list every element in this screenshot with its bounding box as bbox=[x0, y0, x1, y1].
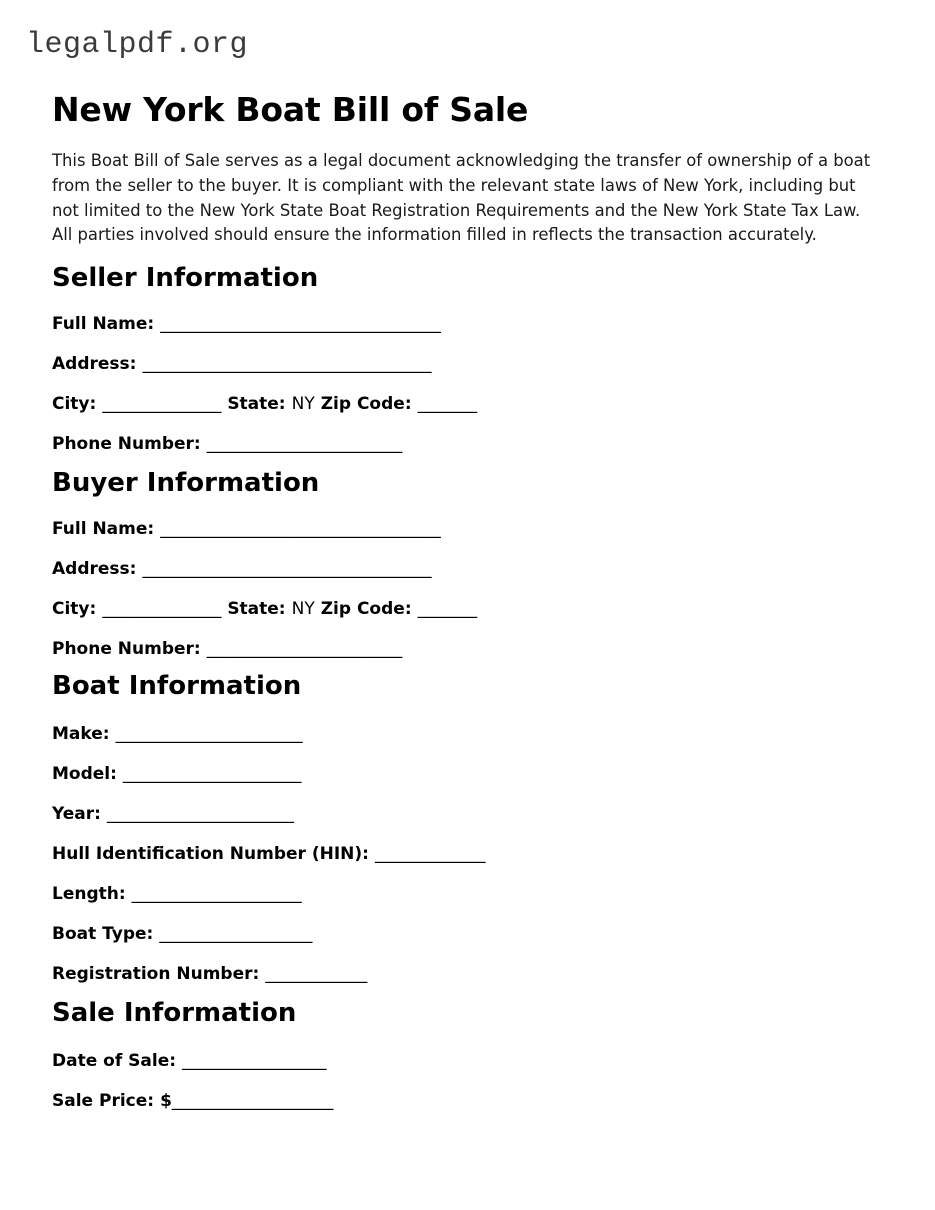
buyer-city-input[interactable]: ______________ bbox=[102, 599, 222, 619]
buyer-address-row bbox=[52, 559, 912, 580]
boat-model-input[interactable]: _____________________ bbox=[122, 764, 302, 784]
boat-hin-row bbox=[52, 844, 912, 865]
sale-date-label: Date of Sale: bbox=[52, 1051, 177, 1071]
buyer-address-input[interactable]: __________________________________ bbox=[142, 559, 432, 579]
boat-make-row bbox=[52, 724, 912, 745]
boat-length-input[interactable]: ____________________ bbox=[131, 884, 302, 904]
buyer-phone-input[interactable]: _______________________ bbox=[206, 639, 403, 659]
boat-type-row bbox=[52, 924, 912, 945]
boat-make-label: Make: bbox=[52, 724, 110, 744]
boat-hin-label: Hull Identification Number (HIN): bbox=[52, 844, 369, 864]
boat-model-row bbox=[52, 764, 912, 785]
seller-address-row bbox=[52, 354, 912, 375]
boat-registration-label: Registration Number: bbox=[52, 964, 260, 984]
boat-year-row bbox=[52, 804, 912, 825]
section-heading-sale: Sale Information bbox=[52, 998, 297, 1028]
seller-phone-input[interactable]: _______________________ bbox=[206, 434, 403, 454]
boat-length-label: Length: bbox=[52, 884, 126, 904]
buyer-state-value: NY bbox=[291, 599, 315, 619]
section-sale bbox=[52, 997, 912, 1112]
buyer-full-name-label: Full Name: bbox=[52, 519, 155, 539]
sale-price-input[interactable]: ___________________ bbox=[171, 1091, 334, 1111]
sale-price-currency-symbol: $ bbox=[160, 1091, 172, 1111]
sale-date-input[interactable]: _________________ bbox=[182, 1051, 327, 1071]
section-heading-boat: Boat Information bbox=[52, 671, 302, 701]
boat-model-label: Model: bbox=[52, 764, 117, 784]
seller-full-name-row bbox=[52, 314, 912, 335]
seller-state-label: State: bbox=[227, 394, 286, 414]
boat-year-input[interactable]: ______________________ bbox=[106, 804, 294, 824]
sale-price-label: Sale Price: bbox=[52, 1091, 155, 1111]
seller-city-input[interactable]: ______________ bbox=[102, 394, 222, 414]
seller-full-name-label: Full Name: bbox=[52, 314, 155, 334]
buyer-full-name-input[interactable]: _________________________________ bbox=[160, 519, 441, 539]
buyer-city-state-zip-row bbox=[52, 599, 912, 620]
intro-paragraph: This Boat Bill of Sale serves as a legal document acknowledging the transfer of ownership of a boat from the seller to the buyer. It is compliant with the relevant state laws of New York, including but not limited to the New York State Boat Registration Requirements and the New York State Tax Law. All parties involved should ensure the information filled in reflects the transaction accurately. bbox=[52, 151, 871, 245]
buyer-phone-row bbox=[52, 639, 912, 660]
seller-state-value: NY bbox=[291, 394, 315, 414]
buyer-full-name-row bbox=[52, 519, 912, 540]
page-title: New York Boat Bill of Sale bbox=[52, 90, 529, 130]
buyer-state-label: State: bbox=[227, 599, 286, 619]
section-boat bbox=[52, 670, 912, 985]
form-content bbox=[52, 262, 912, 1112]
seller-address-label: Address: bbox=[52, 354, 137, 374]
boat-length-row bbox=[52, 884, 912, 905]
seller-phone-label: Phone Number: bbox=[52, 434, 201, 454]
section-heading-buyer: Buyer Information bbox=[52, 468, 320, 498]
buyer-city-label: City: bbox=[52, 599, 97, 619]
section-seller bbox=[52, 262, 912, 455]
buyer-zip-input[interactable]: _______ bbox=[417, 599, 478, 619]
site-logo-text: legalpdf.org bbox=[26, 28, 249, 62]
boat-hin-input[interactable]: _____________ bbox=[374, 844, 486, 864]
seller-zip-label: Zip Code: bbox=[320, 394, 412, 414]
seller-city-state-zip-row bbox=[52, 394, 912, 415]
boat-registration-row bbox=[52, 964, 912, 985]
boat-type-label: Boat Type: bbox=[52, 924, 154, 944]
sale-price-row bbox=[52, 1091, 912, 1112]
section-heading-seller: Seller Information bbox=[52, 263, 319, 293]
seller-full-name-input[interactable]: _________________________________ bbox=[160, 314, 441, 334]
seller-phone-row bbox=[52, 434, 912, 455]
boat-year-label: Year: bbox=[52, 804, 101, 824]
boat-make-input[interactable]: ______________________ bbox=[115, 724, 303, 744]
seller-zip-input[interactable]: _______ bbox=[417, 394, 478, 414]
buyer-phone-label: Phone Number: bbox=[52, 639, 201, 659]
section-buyer bbox=[52, 467, 912, 660]
boat-registration-input[interactable]: ____________ bbox=[265, 964, 368, 984]
seller-city-label: City: bbox=[52, 394, 97, 414]
seller-address-input[interactable]: __________________________________ bbox=[142, 354, 432, 374]
boat-type-input[interactable]: __________________ bbox=[159, 924, 313, 944]
sale-date-row bbox=[52, 1051, 912, 1072]
buyer-zip-label: Zip Code: bbox=[320, 599, 412, 619]
buyer-address-label: Address: bbox=[52, 559, 137, 579]
